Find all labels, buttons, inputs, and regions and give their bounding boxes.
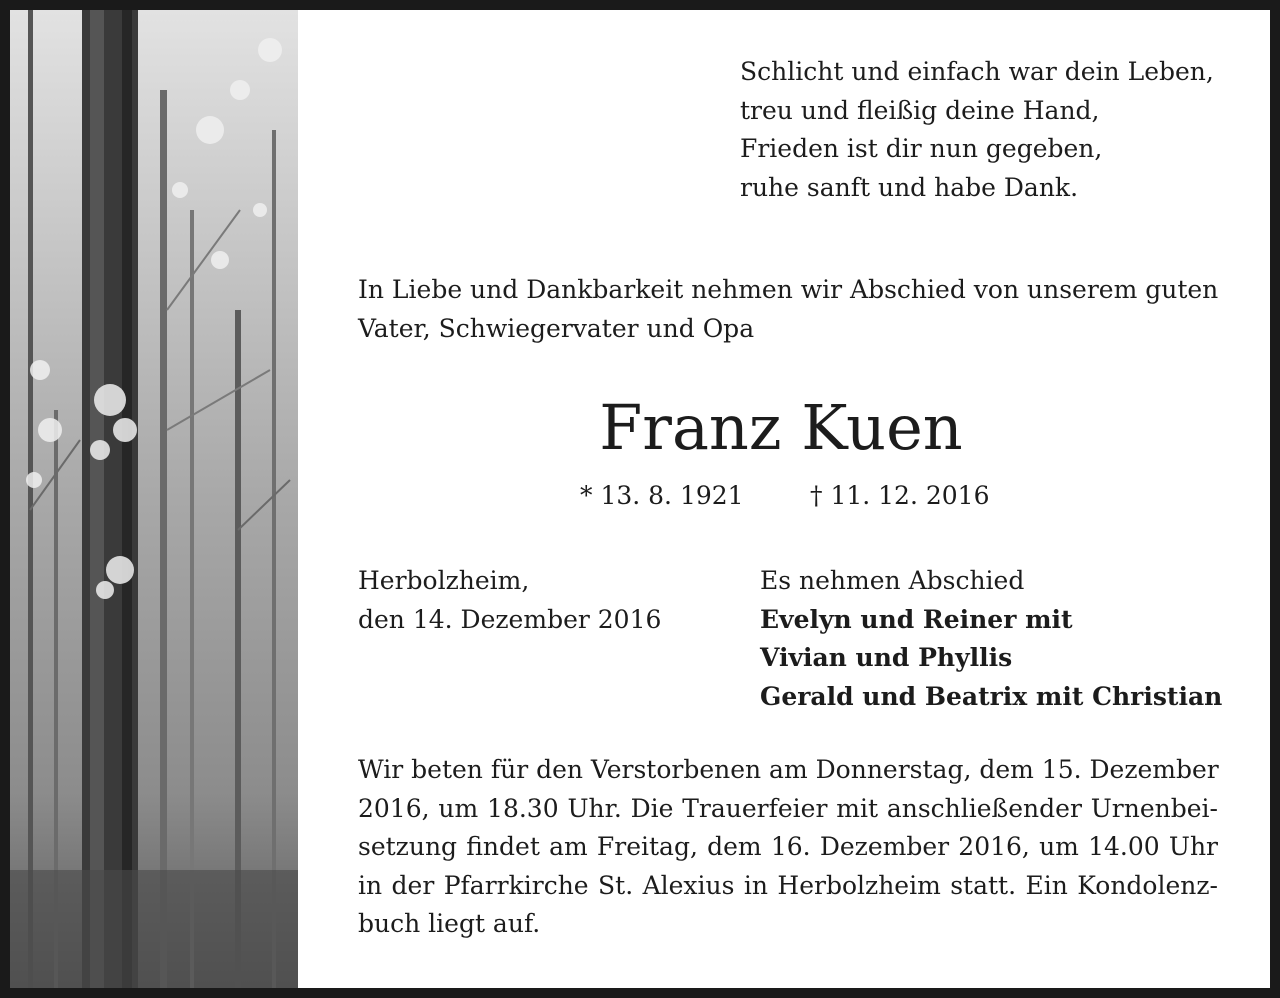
deceased-name: Franz Kuen: [599, 391, 963, 464]
service-line: 2016, um 18.30 Uhr. Die Trauerfeier mit anschließender Urnenbei-: [358, 793, 1218, 823]
service-line: setzung findet am Freitag, dem 16. Dezember 2016, um 14.00 Uhr: [358, 832, 1218, 862]
mourners-heading: Es nehmen Abschied: [760, 566, 1025, 595]
poem-line: treu und fleißig deine Hand,: [740, 95, 1100, 125]
mourner-names: Evelyn und Reiner mit: [760, 604, 1073, 634]
obituary-notice: [10, 10, 1270, 988]
intro-line: In Liebe und Dankbarkeit nehmen wir Abschied von unserem guten: [358, 275, 1219, 304]
mourners-list: [760, 562, 1230, 716]
service-line: buch liegt auf.: [358, 909, 541, 939]
poem-line: ruhe sanft und habe Dank.: [740, 172, 1079, 202]
service-details: [358, 751, 1218, 944]
memorial-poem: [740, 53, 1240, 207]
mourner-names: Gerald und Beatrix mit Christian: [760, 681, 1223, 711]
birth-date: * 13. 8. 1921: [580, 481, 744, 510]
mourner-names: Vivian und Phyllis: [760, 643, 1013, 673]
forest-photo: [10, 10, 298, 988]
date-line: den 14. Dezember 2016: [358, 604, 662, 634]
place-and-date: [358, 562, 738, 639]
poem-line: Frieden ist dir nun gegeben,: [740, 134, 1103, 164]
service-line: in der Pfarrkirche St. Alexius in Herbolzheim statt. Ein Kondolenz-: [358, 870, 1218, 900]
death-date: † 11. 12. 2016: [810, 481, 990, 510]
place-line: Herbolzheim,: [358, 566, 530, 595]
intro-line: Vater, Schwiegervater und Opa: [358, 313, 755, 343]
farewell-intro: [358, 271, 1218, 348]
service-line: Wir beten für den Verstorbenen am Donnerstag, dem 15. Dezember: [358, 755, 1219, 784]
poem-line: Schlicht und einfach war dein Leben,: [740, 57, 1214, 86]
forest-illustration: [10, 10, 298, 988]
